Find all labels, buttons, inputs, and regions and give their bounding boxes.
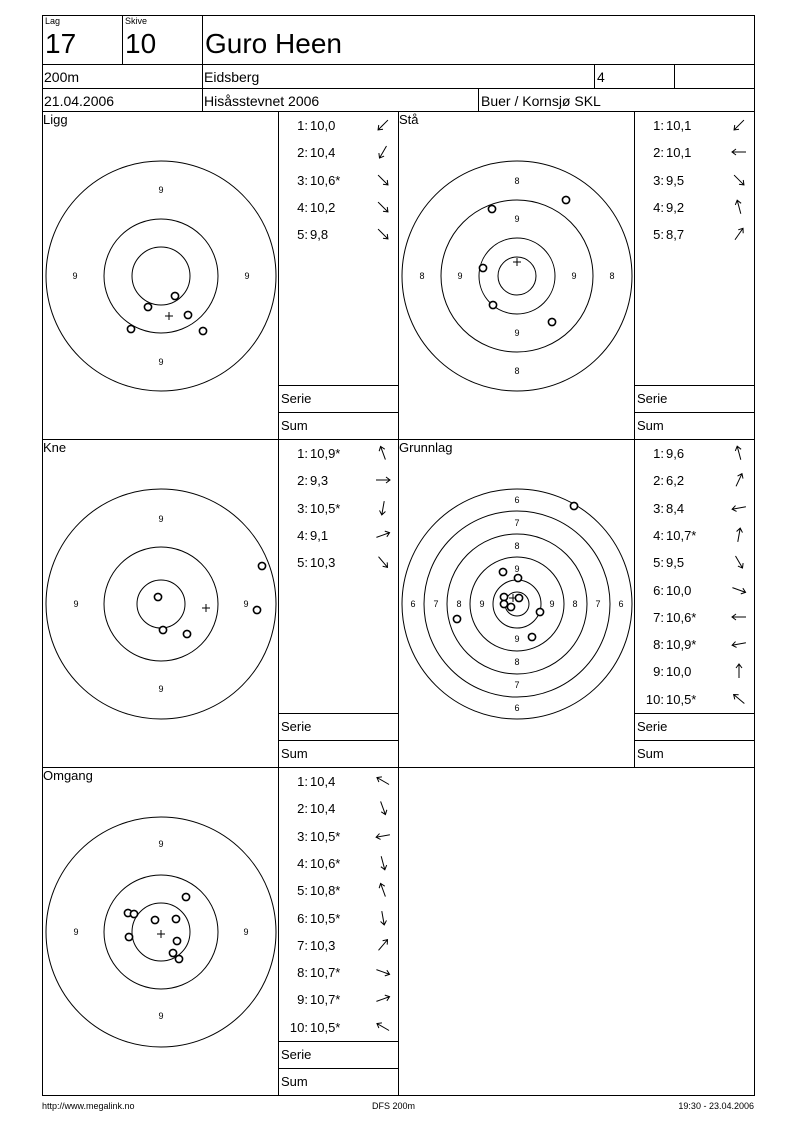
direction-arrow-icon [731,691,747,707]
rule [278,713,398,714]
shot-number: 3: [653,500,664,516]
direction-arrow-icon [731,226,747,242]
direction-arrow-icon [375,472,391,488]
panel-title: Ligg [43,112,68,127]
shot-score: 10,4 [310,145,336,161]
sum-label: Sum [281,1074,308,1089]
shot-hole [453,615,460,622]
rule [42,15,755,16]
ring-label: 9 [158,839,164,849]
shot-row [638,529,710,542]
target [401,488,633,720]
rule [278,1041,398,1042]
shot-row [638,502,710,515]
shot-row [282,802,354,815]
rule [634,740,754,741]
rule [42,64,755,65]
shot-row [282,502,354,515]
shot-row [282,146,354,159]
shot-row [282,966,354,979]
shot-score: 10,0 [666,582,692,598]
ring-label: 9 [479,599,485,609]
shot-hole [151,916,158,923]
ring-label: 9 [457,271,463,281]
shot-score: 6,2 [666,473,685,489]
shot-score: 10,9* [666,637,697,653]
shot-number: 5: [297,883,308,899]
shot-number: 4: [653,199,664,215]
direction-arrow-icon [731,172,747,188]
shot-number: 5: [297,227,308,243]
shot-number: 3: [297,828,308,844]
club: Eidsberg [204,69,260,85]
direction-arrow-icon [375,1019,391,1035]
shot-hole [515,594,522,601]
rule [122,15,123,64]
shot-row [638,665,710,678]
shot-hole [488,205,495,212]
ring-label: 6 [618,599,624,609]
shot-number: 1: [297,774,308,789]
shot-hole [169,949,176,956]
shot-row [282,556,354,569]
class: 4 [597,69,605,85]
shot-row [638,119,710,132]
ring-label: 9 [158,684,164,694]
shot-row [638,638,710,651]
shot-hole [500,600,507,607]
shot-number: 1: [653,118,664,133]
shot-hole [489,301,496,308]
direction-arrow-icon [731,472,747,488]
shot-row [282,228,354,241]
shot-hole [570,502,577,509]
rule [754,15,755,1096]
serie-label: Serie [281,1047,312,1062]
shot-score: 10,5* [666,691,697,707]
shot-score: 10,0 [310,118,336,133]
direction-arrow-icon [375,964,391,980]
rule [478,88,479,111]
shot-row [282,529,354,542]
shot-hole [173,937,180,944]
shot-number: 1: [653,446,664,461]
date: 21.04.2006 [44,93,115,109]
shot-number: 9: [653,664,664,680]
shot-row [282,201,354,214]
shot-score: 10,7* [666,527,697,543]
shot-number: 2: [297,801,308,817]
ring-label: 9 [514,634,520,644]
ring-label: 6 [514,703,520,713]
direction-arrow-icon [375,500,391,516]
shot-score: 9,2 [666,199,685,215]
rule [634,111,635,768]
direction-arrow-icon [375,144,391,160]
ring-label: 9 [514,564,520,574]
ring-label: 7 [433,599,439,609]
direction-arrow-icon [731,663,747,679]
shot-row [638,474,710,487]
direction-arrow-icon [375,445,391,461]
direction-arrow-icon [731,117,747,133]
shot-hole [500,593,507,600]
lag-value: 17 [45,28,77,59]
target [401,160,633,392]
shot-hole [127,325,134,332]
panel-title: Omgang [43,768,93,783]
ring-label: 7 [514,518,520,528]
target-ring [137,580,185,628]
rule [202,15,203,111]
shot-score: 9,8 [310,227,329,243]
shot-number: 2: [297,145,308,161]
ring-label: 9 [158,357,164,367]
direction-arrow-icon [375,773,391,789]
ring-label: 8 [514,366,520,376]
direction-arrow-icon [375,554,391,570]
shot-hole [171,292,178,299]
ring-label: 9 [73,927,79,937]
center-mark [202,604,210,612]
shot-row [638,584,710,597]
shot-number: 6: [297,910,308,926]
direction-arrow-icon [731,609,747,625]
ring-label: 9 [158,185,164,195]
shot-score: 10,5* [310,500,341,516]
ring-label: 9 [549,599,555,609]
shot-score: 9,3 [310,473,329,489]
shot-number: 3: [297,500,308,516]
direction-arrow-icon [375,828,391,844]
panel-title: Grunnlag [399,440,453,455]
shot-hole [199,327,206,334]
sum-label: Sum [281,418,308,433]
shot-row [638,146,710,159]
shot-hole [514,574,521,581]
rule [674,64,675,88]
ring-label: 9 [514,328,520,338]
shot-score: 10,3 [310,937,336,953]
target-ring [132,247,190,305]
shot-number: 8: [653,637,664,653]
ring-label: 8 [609,271,615,281]
shot-number: 7: [653,609,664,625]
shot-number: 10: [289,1019,308,1035]
direction-arrow-icon [375,882,391,898]
direction-arrow-icon [731,500,747,516]
shot-number: 4: [297,199,308,215]
shot-score: 10,6* [310,172,341,188]
shot-number: 2: [653,145,664,161]
shot-score: 10,1 [666,118,692,133]
shot-number: 8: [297,965,308,981]
shot-row [282,884,354,897]
shot-row [282,939,354,952]
rule [278,385,398,386]
shot-row [282,119,354,132]
ring-label: 7 [595,599,601,609]
footer-url[interactable]: http://www.megalink.no [42,1101,135,1111]
shot-hole [144,303,151,310]
shot-row [638,228,710,241]
footer-timestamp: 19:30 - 23.04.2006 [678,1101,754,1111]
shot-row [638,693,710,706]
shot-score: 10,6* [666,609,697,625]
direction-arrow-icon [375,800,391,816]
shot-number: 4: [297,527,308,543]
shot-row [282,474,354,487]
shot-score: 10,5* [310,828,341,844]
distance: 200m [44,69,80,85]
shot-row [282,857,354,870]
shot-score: 9,6 [666,446,685,461]
shot-number: 1: [297,446,308,461]
shot-score: 10,5* [310,1019,341,1035]
shot-number: 3: [297,172,308,188]
shot-score: 10,7* [310,992,341,1008]
serie-label: Serie [281,719,312,734]
shot-number: 4: [297,855,308,871]
shot-score: 8,7 [666,227,685,243]
ring-label: 9 [72,271,78,281]
shot-hole [125,933,132,940]
ring-label: 6 [514,495,520,505]
shot-row [638,447,710,460]
shot-number: 5: [297,555,308,571]
shot-score: 9,5 [666,555,685,571]
ring-label: 8 [514,657,520,667]
ring-label: 7 [514,680,520,690]
target [45,488,277,720]
sum-label: Sum [637,746,664,761]
rule [42,88,755,89]
rule [634,412,754,413]
shot-score: 10,4 [310,801,336,817]
ring-label: 9 [571,271,577,281]
ring-label: 9 [514,214,520,224]
ring-label: 8 [514,541,520,551]
target-ring [104,547,218,661]
direction-arrow-icon [731,199,747,215]
shot-score: 10,7* [310,965,341,981]
shot-row [638,174,710,187]
direction-arrow-icon [375,117,391,133]
direction-arrow-icon [731,445,747,461]
skive-value: 10 [125,28,157,59]
shot-row [638,611,710,624]
shot-score: 10,9* [310,446,341,461]
shot-score: 10,1 [666,145,692,161]
sum-label: Sum [637,418,664,433]
direction-arrow-icon [375,226,391,242]
shot-number: 7: [297,937,308,953]
shot-score: 10,5* [310,910,341,926]
shot-number: 2: [653,473,664,489]
ring-label: 6 [410,599,416,609]
center-mark [165,312,173,320]
ring-label: 9 [158,1011,164,1021]
target [45,816,277,1048]
shot-row [638,201,710,214]
lag-label: Lag [45,16,61,26]
rule [634,713,754,714]
serie-label: Serie [637,719,668,734]
panel-title: Stå [399,112,419,127]
shot-number: 2: [297,473,308,489]
ring-label: 9 [243,599,249,609]
target-ring [447,534,587,674]
shot-hole [154,593,161,600]
shot-score: 10,8* [310,883,341,899]
shot-row [282,447,354,460]
shot-hole [479,264,486,271]
shot-hole [184,311,191,318]
direction-arrow-icon [375,172,391,188]
shot-row [282,830,354,843]
ring-label: 9 [243,927,249,937]
serie-label: Serie [281,391,312,406]
shot-hole [499,568,506,575]
shot-hole [536,608,543,615]
shot-score: 10,3 [310,555,336,571]
center-mark [513,258,521,266]
shot-hole [182,893,189,900]
shot-hole [130,910,137,917]
shot-score: 10,0 [666,664,692,680]
direction-arrow-icon [731,582,747,598]
ring-label: 9 [73,599,79,609]
shot-number: 3: [653,172,664,188]
shot-number: 1: [297,118,308,133]
ring-label: 9 [158,514,164,524]
ring-label: 8 [419,271,425,281]
shot-hole [175,955,182,962]
event: Hisåsstevnet 2006 [204,93,320,109]
shot-row [282,912,354,925]
direction-arrow-icon [375,855,391,871]
shot-hole [183,630,190,637]
ring-label: 9 [244,271,250,281]
target [45,160,277,392]
rule [594,64,595,88]
target-ring [402,161,632,391]
rule [278,412,398,413]
target-ring [424,511,610,697]
shot-number: 5: [653,555,664,571]
shot-score: 10,2 [310,199,336,215]
shot-row [282,174,354,187]
shot-score: 9,5 [666,172,685,188]
shot-number: 4: [653,527,664,543]
shot-hole [562,196,569,203]
shot-score: 8,4 [666,500,685,516]
direction-arrow-icon [375,199,391,215]
rule [634,385,754,386]
shot-score: 9,1 [310,527,329,543]
direction-arrow-icon [375,527,391,543]
direction-arrow-icon [731,144,747,160]
target-ring [104,219,218,333]
direction-arrow-icon [375,991,391,1007]
shooter-name: Guro Heen [205,28,342,59]
shot-hole [507,603,514,610]
range: Buer / Kornsjø SKL [481,93,601,109]
shot-hole [172,915,179,922]
ring-label: 8 [514,176,520,186]
shot-row [282,993,354,1006]
shot-row [638,556,710,569]
direction-arrow-icon [375,937,391,953]
sum-label: Sum [281,746,308,761]
shot-row [282,775,354,788]
skive-label: Skive [125,16,148,26]
center-mark [157,930,165,938]
rule [278,740,398,741]
ring-label: 8 [456,599,462,609]
direction-arrow-icon [375,910,391,926]
shot-hole [159,626,166,633]
direction-arrow-icon [731,636,747,652]
shot-hole [253,606,260,613]
shot-row [282,1021,354,1034]
rule [398,767,399,1096]
direction-arrow-icon [731,527,747,543]
shot-hole [548,318,555,325]
shot-number: 6: [653,582,664,598]
direction-arrow-icon [731,554,747,570]
shot-score: 10,6* [310,855,341,871]
panel-title: Kne [43,440,67,455]
shot-score: 10,4 [310,774,336,789]
shot-number: 9: [297,992,308,1008]
serie-label: Serie [637,391,668,406]
shot-number: 10: [645,691,664,707]
shot-number: 5: [653,227,664,243]
rule [278,1068,398,1069]
footer-program: DFS 200m [372,1101,416,1111]
ring-label: 8 [572,599,578,609]
rule [278,111,279,1096]
shot-hole [258,562,265,569]
shot-hole [528,633,535,640]
rule [42,15,43,1096]
